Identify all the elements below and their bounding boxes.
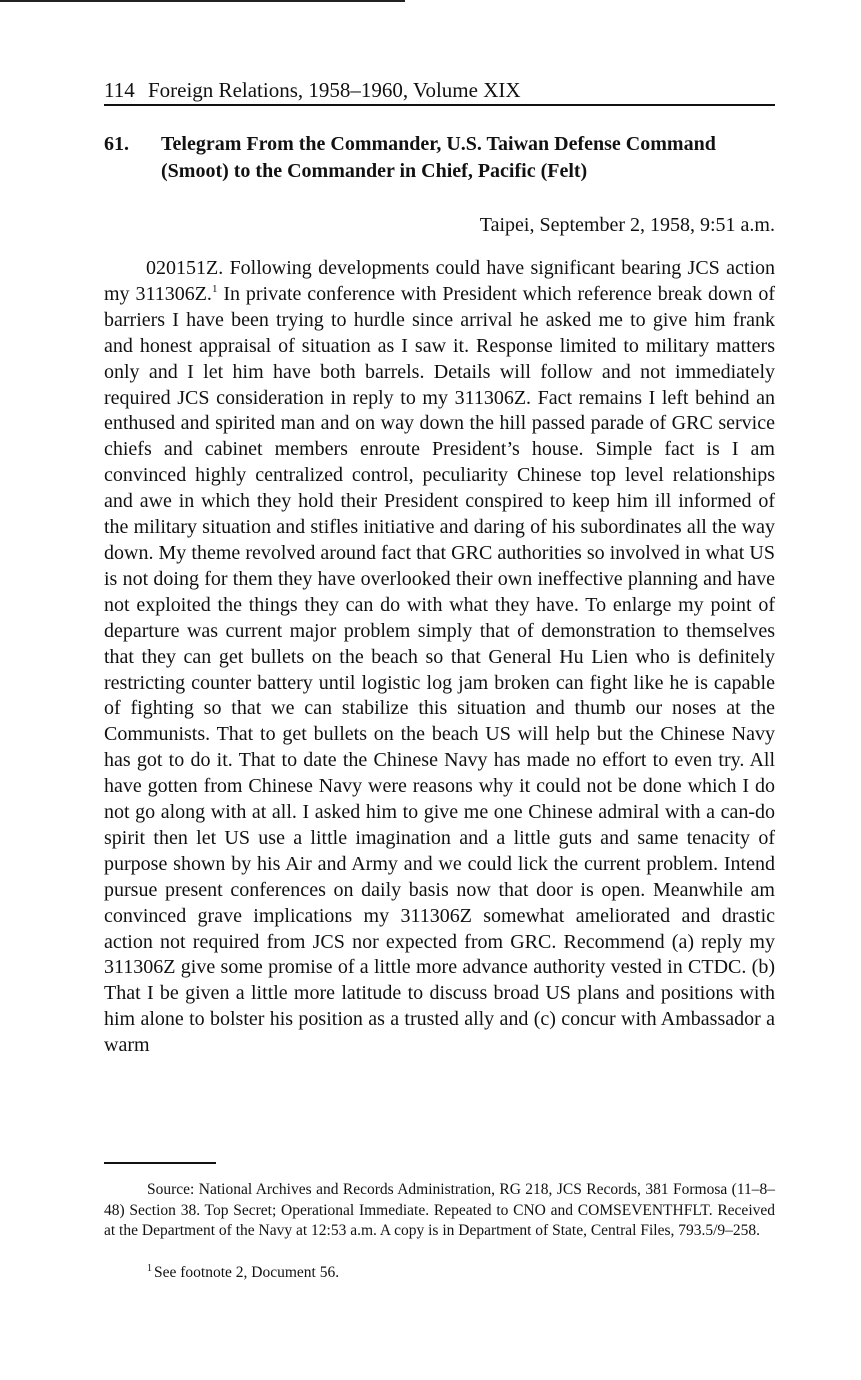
telegram-body-part-2: In private conference with President which reference break down of barriers I have been trying to hurdle since arrival he asked me to give him frank and honest appraisal of situation as I saw it. Response limited to military matters only and I let him have both barrels. Details will follow and not immediately required JCS consideration in reply to my 311306Z. Fact remains I left behind an enthused and spirited man and on way down the hill passed parade of GRC service chiefs and cabinet members enroute President’s house. Simple fact is I am convinced highly centralized control, peculiarity Chinese top level relationships and awe in which they hold their President conspired to keep him ill informed of the military situation and stifles initiative and daring of his subordinates all the way down. My theme revolved around fact that GRC authorities so involved in what US is not doing for them they have overlooked their own ineffective planning and have not exploited the things they can do with what they have. To enlarge my point of departure was current major problem simply that of demonstration to themselves that they can get bullets on the beach so that General Hu Lien who is definitely restricting counter battery until logistic log jam broken can fight like he is capable of fighting so that we can stabilize this situation and thumb our noses at the Communists. That to get bullets on the beach US will help but the Chinese Navy has got to do it. That to date the Chinese Navy has made no effort to even try. All have gotten from Chinese Navy were reasons why it could not be done which I do not go along with at all. I asked him to give me one Chinese admiral with a can-do spirit then let US use a little imagination and a little guts and same tenacity of purpose shown by his Air and Army and we could lick the current problem. Intend pursue present conferences on daily basis now that door is open. Meanwhile am convinced grave implications my 311306Z somewhat ameliorated and drastic action not required from JCS nor expected from GRC. Recommend (a) reply my 311306Z give some promise of a little more advance authority vested in CTDC. (b) That I be given a little more latitude to discuss broad US plans and positions with him alone to bolster his position as a trusted ally and (c) concur with Ambassador a warm [104, 282, 776, 1057]
telegram-body [104, 256, 775, 1059]
document-title: Telegram From the Commander, U.S. Taiwan Defense Command (Smoot) to the Commander in Chief, Pacific (Felt) [161, 133, 716, 182]
telegram-body-part-1: 020151Z. Following developments could have significant bearing JCS action my 311306Z. [104, 257, 775, 305]
publication-title: Foreign Relations, 1958–1960, Volume XIX [147, 78, 521, 102]
footnote-1-text: See footnote 2, Document 56. [154, 1264, 340, 1281]
document-number: 61. [104, 133, 129, 155]
footnote-rule [104, 1162, 216, 1164]
top-edge-rule [0, 0, 405, 2]
footnote-1-marker: 1 [147, 1263, 152, 1274]
source-note: Source: National Archives and Records Administration, RG 218, JCS Records, 381 Formosa (11–8–48) Section 38. Top Secret; Operational Immediate. Repeated to CNO and COMSEVENTHFLT. Received at the Department of the Navy at 12:53 a.m. A copy is in Department of State, Central Files, 793.5/9–258. [104, 1181, 775, 1239]
page-number: 114 [104, 78, 135, 102]
footnote-1 [147, 1263, 339, 1284]
header-rule [104, 104, 775, 106]
footnote-reference-1: 1 [211, 282, 218, 295]
running-head [104, 76, 774, 104]
dateline: Taipei, September 2, 1958, 9:51 a.m. [479, 214, 775, 236]
